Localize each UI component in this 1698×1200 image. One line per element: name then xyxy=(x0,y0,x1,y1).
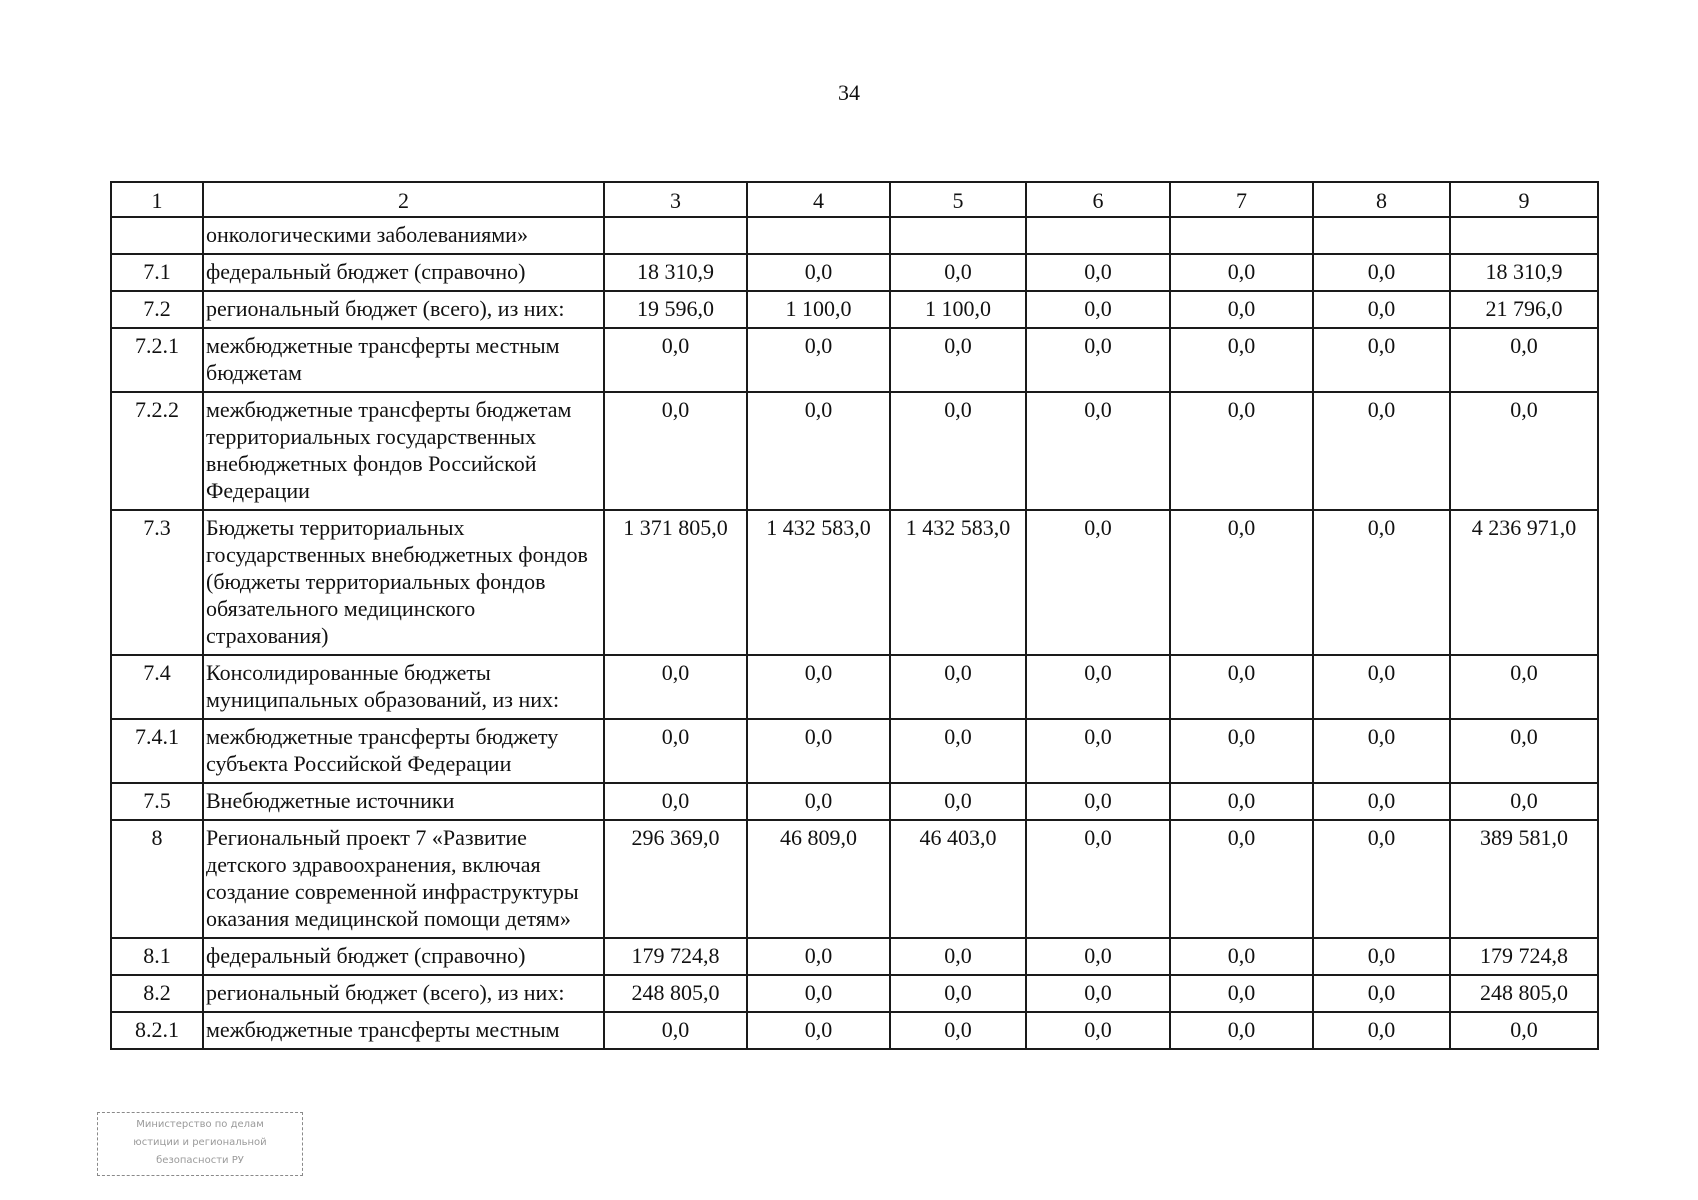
row-number xyxy=(111,217,203,254)
amount-cell: 21 796,0 xyxy=(1450,291,1598,328)
amount-cell: 0,0 xyxy=(1026,392,1170,510)
amount-cell: 0,0 xyxy=(1026,1012,1170,1049)
table-row xyxy=(111,820,1598,938)
row-description: Консолидированные бюджеты муниципальных образований, из них: xyxy=(203,655,604,719)
amount-cell: 0,0 xyxy=(1026,254,1170,291)
amount-cell: 389 581,0 xyxy=(1450,820,1598,938)
amount-cell: 0,0 xyxy=(747,719,890,783)
amount-cell: 0,0 xyxy=(1450,655,1598,719)
stamp-line: юстиции и региональной xyxy=(133,1137,267,1148)
table-row xyxy=(111,217,1598,254)
amount-cell: 46 809,0 xyxy=(747,820,890,938)
amount-cell: 0,0 xyxy=(1026,655,1170,719)
row-number: 7.4 xyxy=(111,655,203,719)
amount-cell: 0,0 xyxy=(1313,254,1450,291)
amount-cell: 0,0 xyxy=(604,655,747,719)
amount-cell xyxy=(1170,217,1313,254)
amount-cell: 1 432 583,0 xyxy=(890,510,1026,655)
amount-cell: 0,0 xyxy=(1313,938,1450,975)
row-number: 7.2 xyxy=(111,291,203,328)
table-row xyxy=(111,655,1598,719)
amount-cell: 0,0 xyxy=(1026,328,1170,392)
amount-cell: 1 100,0 xyxy=(890,291,1026,328)
amount-cell: 0,0 xyxy=(1026,783,1170,820)
amount-cell: 0,0 xyxy=(1313,655,1450,719)
amount-cell: 0,0 xyxy=(1313,291,1450,328)
amount-cell: 0,0 xyxy=(747,938,890,975)
amount-cell: 0,0 xyxy=(1170,254,1313,291)
row-number: 8.1 xyxy=(111,938,203,975)
table-row xyxy=(111,254,1598,291)
amount-cell: 179 724,8 xyxy=(1450,938,1598,975)
page-number: 34 xyxy=(838,80,860,105)
amount-cell: 0,0 xyxy=(890,392,1026,510)
amount-cell: 0,0 xyxy=(747,1012,890,1049)
amount-cell: 19 596,0 xyxy=(604,291,747,328)
row-description: межбюджетные трансферты бюджетам территориальных государственных внебюджетных фондов Российской Федерации xyxy=(203,392,604,510)
amount-cell: 0,0 xyxy=(747,392,890,510)
amount-cell: 0,0 xyxy=(1313,392,1450,510)
amount-cell: 0,0 xyxy=(1026,291,1170,328)
column-number: 7 xyxy=(1170,182,1313,217)
amount-cell: 296 369,0 xyxy=(604,820,747,938)
table-row xyxy=(111,783,1598,820)
row-description: онкологическими заболеваниями» xyxy=(203,217,604,254)
amount-cell: 0,0 xyxy=(1170,510,1313,655)
amount-cell: 0,0 xyxy=(1026,820,1170,938)
amount-cell: 0,0 xyxy=(890,783,1026,820)
amount-cell: 0,0 xyxy=(1170,783,1313,820)
row-number: 7.5 xyxy=(111,783,203,820)
amount-cell: 248 805,0 xyxy=(604,975,747,1012)
amount-cell: 0,0 xyxy=(1026,510,1170,655)
amount-cell: 4 236 971,0 xyxy=(1450,510,1598,655)
amount-cell: 0,0 xyxy=(1313,783,1450,820)
amount-cell xyxy=(604,217,747,254)
column-number: 9 xyxy=(1450,182,1598,217)
amount-cell: 0,0 xyxy=(1170,328,1313,392)
row-description: федеральный бюджет (справочно) xyxy=(203,254,604,291)
row-number: 8.2 xyxy=(111,975,203,1012)
amount-cell: 0,0 xyxy=(747,783,890,820)
registration-stamp xyxy=(97,1112,303,1176)
amount-cell: 0,0 xyxy=(747,655,890,719)
row-description: региональный бюджет (всего), из них: xyxy=(203,975,604,1012)
row-number: 8 xyxy=(111,820,203,938)
amount-cell: 0,0 xyxy=(1170,291,1313,328)
amount-cell: 0,0 xyxy=(604,328,747,392)
amount-cell: 0,0 xyxy=(1026,938,1170,975)
row-description: межбюджетные трансферты местным бюджетам xyxy=(203,328,604,392)
column-number: 8 xyxy=(1313,182,1450,217)
amount-cell: 0,0 xyxy=(604,783,747,820)
amount-cell: 0,0 xyxy=(747,328,890,392)
amount-cell: 0,0 xyxy=(1450,783,1598,820)
amount-cell: 0,0 xyxy=(890,1012,1026,1049)
amount-cell: 0,0 xyxy=(1170,938,1313,975)
amount-cell: 18 310,9 xyxy=(604,254,747,291)
row-description: межбюджетные трансферты бюджету субъекта Российской Федерации xyxy=(203,719,604,783)
amount-cell: 0,0 xyxy=(1170,975,1313,1012)
row-number: 7.4.1 xyxy=(111,719,203,783)
stamp-line: безопасности РУ xyxy=(156,1155,244,1166)
amount-cell: 0,0 xyxy=(1313,1012,1450,1049)
table-row xyxy=(111,328,1598,392)
table-row xyxy=(111,510,1598,655)
amount-cell: 0,0 xyxy=(1313,975,1450,1012)
amount-cell: 0,0 xyxy=(1450,392,1598,510)
stamp-line: Министерство по делам xyxy=(136,1119,264,1130)
amount-cell: 0,0 xyxy=(1313,820,1450,938)
amount-cell: 0,0 xyxy=(890,655,1026,719)
column-number: 5 xyxy=(890,182,1026,217)
column-number: 4 xyxy=(747,182,890,217)
amount-cell xyxy=(890,217,1026,254)
amount-cell: 0,0 xyxy=(747,254,890,291)
amount-cell: 1 432 583,0 xyxy=(747,510,890,655)
amount-cell: 0,0 xyxy=(890,975,1026,1012)
amount-cell: 0,0 xyxy=(604,392,747,510)
amount-cell: 0,0 xyxy=(1313,328,1450,392)
row-description: региональный бюджет (всего), из них: xyxy=(203,291,604,328)
amount-cell xyxy=(1026,217,1170,254)
row-number: 7.2.1 xyxy=(111,328,203,392)
row-description: Региональный проект 7 «Развитие детского здравоохранения, включая создание современной инфраструктуры оказания медицинской помощи детям» xyxy=(203,820,604,938)
table-row xyxy=(111,719,1598,783)
budget-table xyxy=(110,181,1599,1050)
amount-cell: 0,0 xyxy=(1450,719,1598,783)
amount-cell: 0,0 xyxy=(1170,1012,1313,1049)
table-row xyxy=(111,938,1598,975)
amount-cell: 1 371 805,0 xyxy=(604,510,747,655)
table-body xyxy=(111,217,1598,1049)
amount-cell: 0,0 xyxy=(890,938,1026,975)
column-number: 1 xyxy=(111,182,203,217)
row-number: 7.2.2 xyxy=(111,392,203,510)
amount-cell: 0,0 xyxy=(604,719,747,783)
amount-cell xyxy=(747,217,890,254)
amount-cell: 179 724,8 xyxy=(604,938,747,975)
table-row xyxy=(111,975,1598,1012)
amount-cell: 46 403,0 xyxy=(890,820,1026,938)
row-description: федеральный бюджет (справочно) xyxy=(203,938,604,975)
amount-cell: 0,0 xyxy=(1026,719,1170,783)
table-row xyxy=(111,1012,1598,1049)
amount-cell: 18 310,9 xyxy=(1450,254,1598,291)
row-description: межбюджетные трансферты местным xyxy=(203,1012,604,1049)
row-description: Внебюджетные источники xyxy=(203,783,604,820)
amount-cell: 0,0 xyxy=(1450,1012,1598,1049)
row-number: 7.3 xyxy=(111,510,203,655)
amount-cell: 248 805,0 xyxy=(1450,975,1598,1012)
amount-cell: 0,0 xyxy=(1170,392,1313,510)
row-number: 7.1 xyxy=(111,254,203,291)
amount-cell: 0,0 xyxy=(1450,328,1598,392)
table-row xyxy=(111,392,1598,510)
row-description: Бюджеты территориальных государственных внебюджетных фондов (бюджеты территориальных фондов обязательного медицинского страхования) xyxy=(203,510,604,655)
column-number: 6 xyxy=(1026,182,1170,217)
column-number: 2 xyxy=(203,182,604,217)
amount-cell: 0,0 xyxy=(604,1012,747,1049)
amount-cell: 0,0 xyxy=(1026,975,1170,1012)
column-number-row xyxy=(111,182,1598,217)
amount-cell: 0,0 xyxy=(890,719,1026,783)
amount-cell xyxy=(1450,217,1598,254)
amount-cell xyxy=(1313,217,1450,254)
row-number: 8.2.1 xyxy=(111,1012,203,1049)
amount-cell: 0,0 xyxy=(890,328,1026,392)
amount-cell: 0,0 xyxy=(1170,719,1313,783)
table-row xyxy=(111,291,1598,328)
amount-cell: 1 100,0 xyxy=(747,291,890,328)
amount-cell: 0,0 xyxy=(1313,510,1450,655)
amount-cell: 0,0 xyxy=(1313,719,1450,783)
amount-cell: 0,0 xyxy=(890,254,1026,291)
amount-cell: 0,0 xyxy=(1170,820,1313,938)
amount-cell: 0,0 xyxy=(747,975,890,1012)
amount-cell: 0,0 xyxy=(1170,655,1313,719)
column-number: 3 xyxy=(604,182,747,217)
